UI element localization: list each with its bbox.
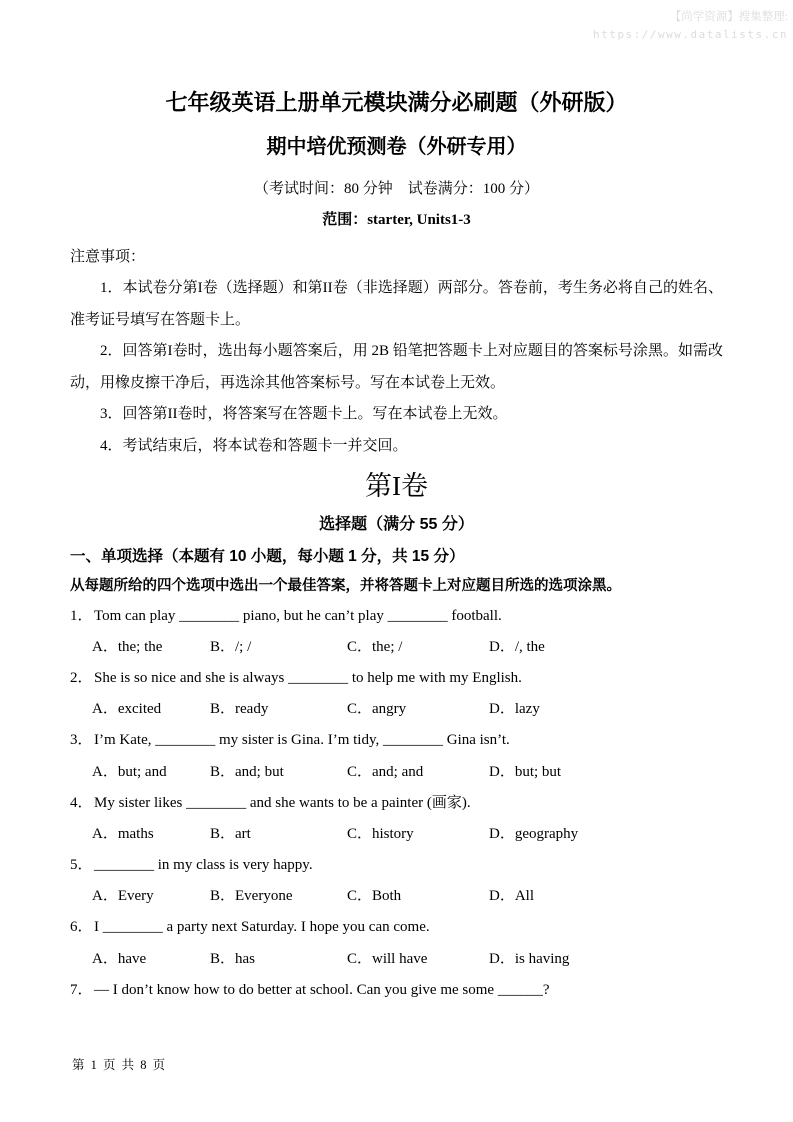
volume-title: 第I卷: [365, 471, 428, 502]
part-title: 一、单项选择（本题有 10 小题，每小题 1 分，共 15 分）: [70, 548, 465, 566]
option: B．Everyone: [210, 888, 293, 905]
question-number: 4．: [70, 794, 93, 811]
question-text: Tom can play ________ piano, but he can’t play ________ football.: [94, 607, 502, 624]
exam-scope: [70, 208, 723, 232]
option: A．the; the: [92, 638, 163, 655]
question-number: 3．: [70, 732, 93, 749]
option: A．excited: [92, 701, 162, 718]
exam-info: （考试时间：80 分钟 试卷满分：100 分）: [253, 180, 539, 197]
option-row: [70, 881, 723, 912]
option: C．angry: [347, 701, 407, 718]
question-text: She is so nice and she is always ________ to help me with my English.: [94, 669, 522, 686]
option: B．and; but: [210, 763, 284, 780]
notice-heading: 注意事项：: [70, 248, 146, 265]
section-subtitle: 选择题（满分 55 分）: [319, 515, 474, 533]
option: B．art: [210, 825, 251, 842]
notice-list: [70, 273, 723, 462]
question: [70, 663, 723, 725]
option-row: [70, 632, 723, 663]
paper-subtitle: 期中培优预测卷（外研专用）: [266, 135, 527, 158]
scope-value: starter, Units1-3: [367, 211, 471, 228]
question-number: 2．: [70, 669, 93, 686]
question-text: ________ in my class is very happy.: [94, 857, 313, 874]
question-number: 6．: [70, 919, 93, 936]
option: A．maths: [92, 825, 154, 842]
watermark-source-line: 【尚学资源】搜集整理:: [669, 11, 788, 23]
option: A．have: [92, 950, 147, 967]
option: C．the; /: [347, 638, 403, 655]
question-text: — I don’t know how to do better at school. Can you give me some ______?: [94, 981, 550, 998]
option: B．/; /: [210, 638, 252, 655]
option: C．Both: [347, 888, 402, 905]
question-text: I ________ a party next Saturday. I hope you can come.: [94, 919, 430, 936]
option: B．ready: [210, 701, 269, 718]
notice-item: 3．回答第II卷时，将答案写在答题卡上。写在本试卷上无效。: [100, 406, 508, 423]
question: [70, 975, 723, 1006]
question-list: [70, 601, 723, 1006]
question-text: I’m Kate, ________ my sister is Gina. I’m tidy, ________ Gina isn’t.: [94, 732, 510, 749]
page-footer: 第 1 页 共 8 页: [72, 1058, 167, 1072]
option: D．/, the: [489, 638, 545, 655]
question: [70, 725, 723, 787]
question-number: 7．: [70, 981, 93, 998]
option: D．but; but: [489, 763, 562, 780]
notice-section: [70, 242, 723, 463]
option-row: [70, 757, 723, 788]
question: [70, 850, 723, 912]
part-instruction: 从每题所给的四个选项中选出一个最佳答案，并将答题卡上对应题目所选的选项涂黑。: [70, 577, 621, 594]
question-line: [70, 850, 723, 881]
notice-item: 2．回答第I卷时，选出每小题答案后，用 2B 铅笔把答题卡上对应题目的答案标号涂黑。如需改动，用橡皮擦干净后，再选涂其他答案标号。写在本试卷上无效。: [70, 343, 723, 391]
option: D．lazy: [489, 701, 540, 718]
option: D．is having: [489, 950, 570, 967]
watermark: [593, 8, 788, 44]
option: C．and; and: [347, 763, 424, 780]
question-line: [70, 975, 723, 1006]
question-number: 1．: [70, 607, 93, 624]
question-line: [70, 788, 723, 819]
question: [70, 601, 723, 663]
paper-title: 七年级英语上册单元模块满分必刷题（外研版）: [165, 90, 628, 115]
question-line: [70, 725, 723, 756]
option: B．has: [210, 950, 256, 967]
question-text: My sister likes ________ and she wants to be a painter (画家).: [94, 794, 471, 811]
scope-label: 范围：: [322, 210, 368, 228]
question-number: 5．: [70, 857, 93, 874]
question: [70, 912, 723, 974]
option-row: [70, 944, 723, 975]
question-line: [70, 663, 723, 694]
notice-item: 4．考试结束后，将本试卷和答题卡一并交回。: [100, 437, 408, 454]
watermark-url: https://www.datalists.cn: [593, 28, 788, 42]
option: C．history: [347, 825, 414, 842]
option-row: [70, 819, 723, 850]
option: C．will have: [347, 950, 428, 967]
notice-item: 1．本试卷分第I卷（选择题）和第II卷（非选择题）两部分。答卷前，考生务必将自己的姓名、准考证号填写在答题卡上。: [70, 280, 723, 328]
question: [70, 788, 723, 850]
question-line: [70, 601, 723, 632]
option: A．Every: [92, 888, 154, 905]
option-row: [70, 694, 723, 725]
option: A．but; and: [92, 763, 167, 780]
option: D．geography: [489, 825, 579, 842]
question-line: [70, 912, 723, 943]
option: D．All: [489, 888, 535, 905]
